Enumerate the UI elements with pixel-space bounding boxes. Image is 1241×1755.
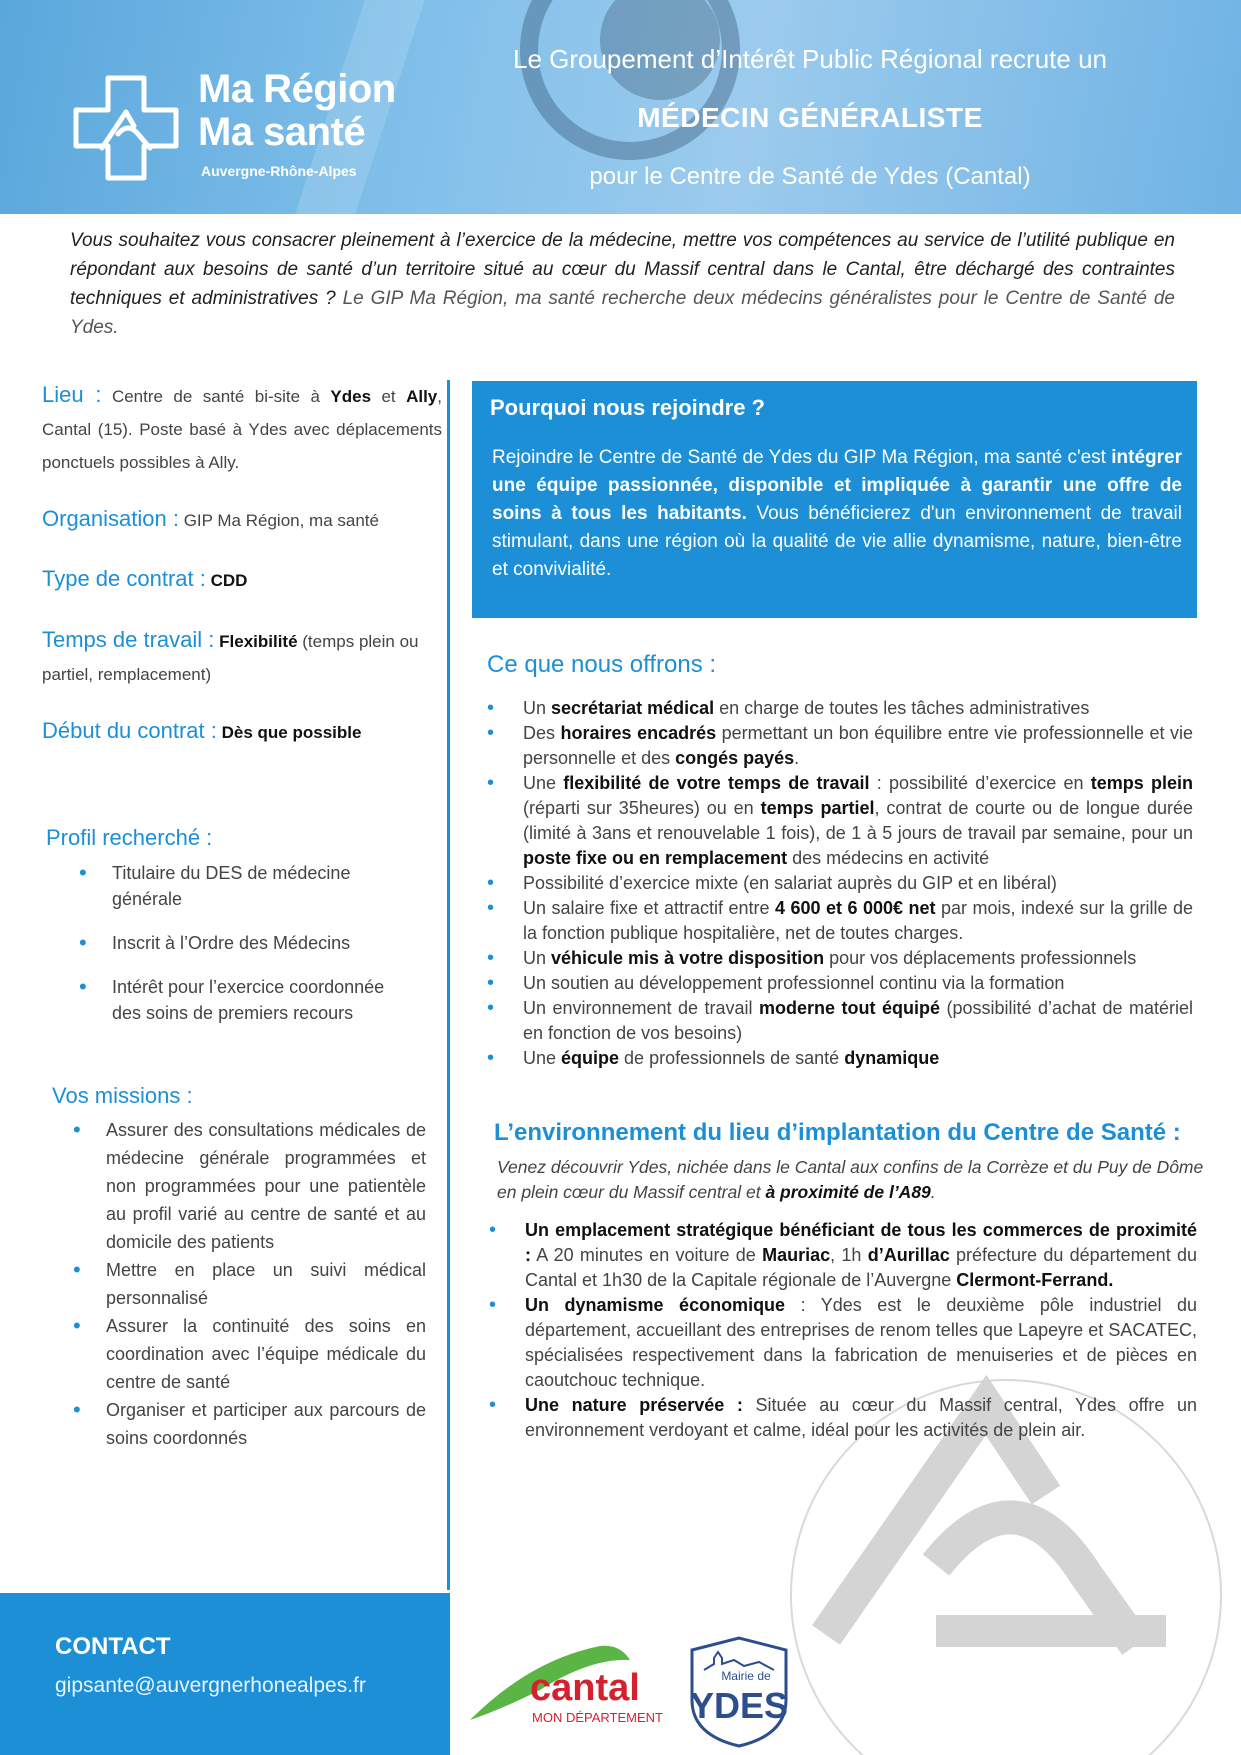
missions-list xyxy=(68,1116,426,1452)
list-item: • Intérêt pour l’exercice coordonnée des soins de premiers recours xyxy=(74,974,394,1026)
why-p2: Vous bénéficierez d'un environnement de travail stimulant, dans une région où la qualité de vie allie dynamisme, nature, bien-être et convivialité. xyxy=(492,503,1182,580)
lieu-et: et xyxy=(371,387,407,406)
missions-title: Vos missions : xyxy=(52,1083,193,1108)
header-line3: pour le Centre de Santé de Ydes (Cantal) xyxy=(589,163,1031,190)
list-item: • Un véhicule mis à votre disposition pour vos déplacements professionnels xyxy=(487,946,1193,971)
type-value: CDD xyxy=(205,571,248,590)
list-item: • Titulaire du DES de médecine générale xyxy=(74,860,394,912)
list-item: • Assurer la continuité des soins en coordination avec l’équipe médicale du centre de santé xyxy=(68,1312,426,1396)
list-item: • Un salaire fixe et attractif entre 4 600 et 6 000€ net par mois, indexé sur la grille de la fonction publique hospitalière, net de toutes charges. xyxy=(487,896,1193,946)
why-bold: intégrer une équipe passionnée, disponible et impliquée à garantir une offre de soins à tous les habitants. xyxy=(492,447,1182,524)
debut-label: Début du contrat : xyxy=(42,718,217,743)
info-debut-contrat xyxy=(42,715,442,750)
logo-line2: Ma santé xyxy=(198,110,366,154)
list-item: • Un dynamisme économique : Ydes est le deuxième pôle industriel du département, accueillant des entreprises de renom telles que Lapeyre et SACATEC, spécialisées respectivement dans la fabrication de menuiseries et de pièces en caoutchouc technique. xyxy=(489,1293,1197,1393)
cantal-name: cantal xyxy=(530,1667,640,1709)
list-item: • Une nature préservée : Située au cœur du Massif central, Ydes offre un environnement verdoyant et calme, idéal pour les activités de plein air. xyxy=(489,1393,1197,1443)
temps-rest: (temps plein ou partiel, remplacement) xyxy=(42,632,419,684)
column-divider xyxy=(447,380,450,1590)
header-banner xyxy=(0,0,1241,214)
ydes-village-icon xyxy=(704,1652,774,1670)
list-item: • Une flexibilité de votre temps de travail : possibilité d’exercice en temps plein (réparti sur 35heures) ou en temps partiel, contrat de courte ou de longue durée (limité à 3ans et renouvelable 1 fois), de 1 à 5 jours de travail par semaine, pour un poste fixe ou en remplacement des médecins en activité xyxy=(487,771,1193,871)
list-item: • Un soutien au développement professionnel continu via la formation xyxy=(487,971,1193,996)
cantal-sub: MON DÉPARTEMENT xyxy=(532,1710,663,1725)
mairie-ydes-logo xyxy=(684,1630,794,1750)
intro-rest: Le GIP Ma Région, ma santé recherche deux médecins généralistes pour le Centre de Santé de Ydes. xyxy=(70,288,1175,338)
logo-title xyxy=(198,68,396,154)
org-value: GIP Ma Région, ma santé xyxy=(178,511,379,530)
list-item: • Assurer des consultations médicales de médecine générale programmées et non programmées pour une patientèle au profil varié au centre de santé et au domicile des patients xyxy=(68,1116,426,1256)
lieu-ydes: Ydes xyxy=(330,387,372,406)
ydes-name: YDES xyxy=(689,1685,789,1726)
why-join-box xyxy=(472,381,1197,618)
info-lieu xyxy=(42,379,442,480)
info-type-contrat xyxy=(42,563,442,598)
intro-paragraph xyxy=(70,226,1175,342)
offer-title: Ce que nous offrons : xyxy=(487,651,717,678)
list-item: • Mettre en place un suivi médical personnalisé xyxy=(68,1256,426,1312)
intro-italic: Vous souhaitez vous consacrer pleinement à l’exercice de la médecine, mettre vos compétences au service de l’utilité publique en répondant aux besoins de santé d’un territoire situé au cœur du Massif central dans le Cantal, être déchargé des contraintes techniques et administratives ? xyxy=(70,230,1175,309)
ma-region-ma-sante-logo-icon xyxy=(72,74,180,182)
cantal-logo xyxy=(470,1640,670,1730)
list-item: • Des horaires encadrés permettant un bon équilibre entre vie professionnelle et vie personnelle et des congés payés. xyxy=(487,721,1193,771)
lieu-label: Lieu : xyxy=(42,382,102,407)
org-label: Organisation : xyxy=(42,506,179,531)
why-body xyxy=(492,444,1182,584)
contact-title: CONTACT xyxy=(55,1633,171,1660)
list-item: • Un emplacement stratégique bénéficiant de tous les commerces de proximité : A 20 minutes en voiture de Mauriac, 1h d’Aurillac préfecture du département du Cantal et 1h30 de la Capitale régionale de l’Auvergne Clermont-Ferrand. xyxy=(489,1218,1197,1293)
info-temps-travail xyxy=(42,624,442,692)
env-intro: Venez découvrir Ydes, nichée dans le Cantal aux confins de la Corrèze et du Puy de Dôme en plein cœur du Massif central et à proximité de l’A89. xyxy=(497,1157,1204,1202)
list-item: • Une équipe de professionnels de santé dynamique xyxy=(487,1046,1193,1071)
list-item: • Un secrétariat médical en charge de toutes les tâches administratives xyxy=(487,696,1193,721)
logo-subtitle: Auvergne-Rhône-Alpes xyxy=(201,163,357,179)
header-line1: Le Groupement d’Intérêt Public Régional recrute un xyxy=(512,44,1107,74)
debut-value: Dès que possible xyxy=(216,723,362,742)
profil-title: Profil recherché : xyxy=(46,825,213,850)
env-title: L’environnement du lieu d’implantation du Centre de Santé : xyxy=(494,1119,1181,1146)
logo-line1: Ma Région xyxy=(198,67,396,111)
contact-email-link[interactable]: gipsante@auvergnerhonealpes.fr xyxy=(55,1674,366,1697)
list-item: • Possibilité d’exercice mixte (en salariat auprès du GIP et en libéral) xyxy=(487,871,1193,896)
list-item: • Inscrit à l’Ordre des Médecins xyxy=(74,930,394,956)
profil-list xyxy=(74,860,394,1026)
lieu-ally: Ally xyxy=(406,387,438,406)
contact-box xyxy=(0,1593,450,1755)
ydes-top: Mairie de xyxy=(721,1669,771,1683)
env-list xyxy=(489,1218,1197,1443)
job-title: MÉDECIN GÉNÉRALISTE xyxy=(637,102,983,133)
offer-list xyxy=(487,696,1193,1071)
list-item: • Organiser et participer aux parcours de soins coordonnés xyxy=(68,1396,426,1452)
why-p1: Rejoindre le Centre de Santé de Ydes du GIP Ma Région, ma santé c'est xyxy=(492,447,1112,468)
temps-label: Temps de travail : xyxy=(42,627,215,652)
lieu-pre: Centre de santé bi-site à xyxy=(101,387,331,406)
info-organisation xyxy=(42,503,442,538)
type-label: Type de contrat : xyxy=(42,566,206,591)
lieu-post: , Cantal (15). Poste basé à Ydes avec déplacements ponctuels possibles à Ally. xyxy=(42,387,442,472)
list-item: • Un environnement de travail moderne tout équipé (possibilité d’achat de matériel en fonction de vos besoins) xyxy=(487,996,1193,1046)
temps-bold: Flexibilité xyxy=(214,632,298,651)
why-title: Pourquoi nous rejoindre ? xyxy=(490,395,765,420)
